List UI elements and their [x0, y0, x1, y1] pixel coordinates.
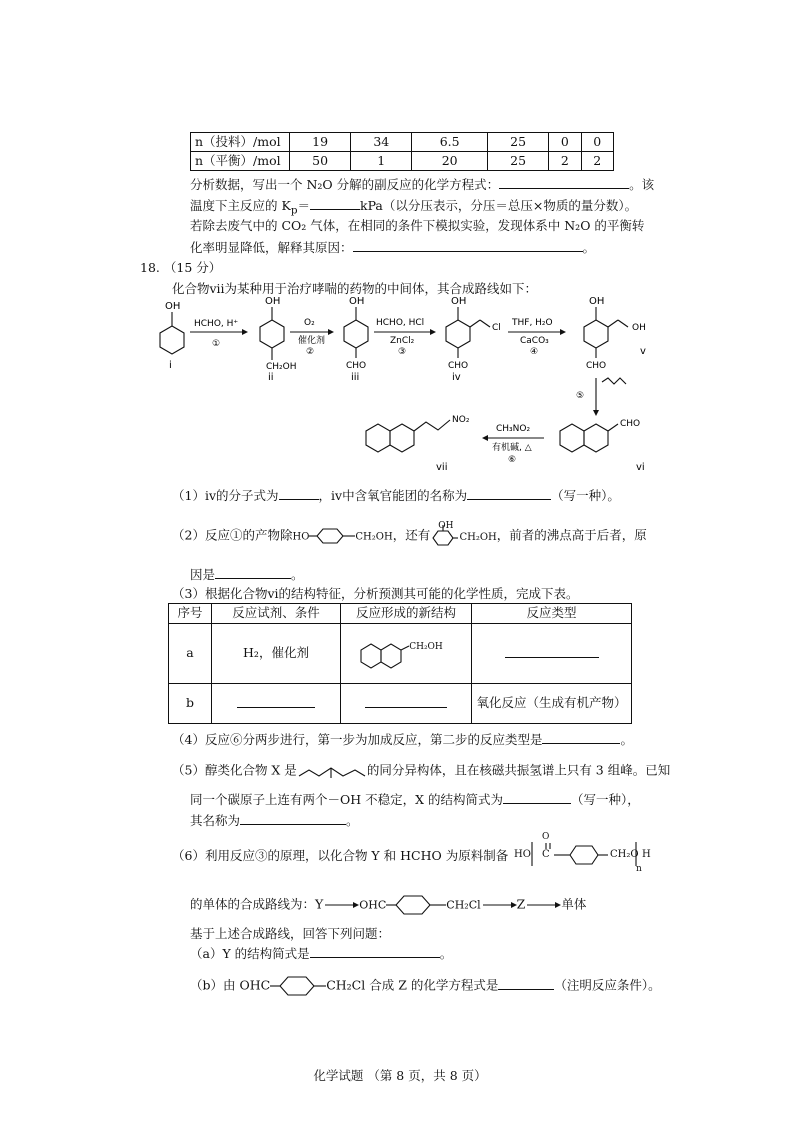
q17-text: 化率明显降低，解释其原因：: [190, 240, 353, 255]
condition-label: CaCO₃: [520, 336, 549, 346]
answer-cell: [472, 624, 632, 684]
compound-label: iv: [452, 372, 461, 383]
sub2-text: ，前者的沸点高于后者，原: [496, 527, 647, 543]
table-row: [169, 604, 632, 624]
answer-cell: [341, 684, 472, 724]
ch2oh-label: CH₂OH: [409, 642, 443, 652]
oh-label: OH: [165, 301, 181, 312]
table-row: [191, 152, 614, 171]
monomer-label: 单体: [561, 896, 587, 912]
reagent-label: THF, H₂O: [512, 318, 553, 328]
table-cell: 6.5: [412, 133, 488, 152]
compound-iv: [446, 296, 501, 383]
ho-label: HO: [514, 849, 531, 860]
sub6-text: （注明反应条件）。: [554, 977, 661, 993]
sub2-text: ，还有: [392, 527, 431, 543]
oh-label: OH: [265, 296, 281, 307]
compound-v: [584, 296, 646, 371]
compound-label: vi: [636, 462, 645, 473]
step-number: ④: [530, 347, 539, 357]
column-header: 反应形成的新结构: [341, 604, 472, 624]
sub2-line2: [190, 566, 304, 583]
column-header: 序号: [169, 604, 212, 624]
q17-line1: [190, 176, 654, 193]
reaction-arrow-3: [374, 318, 436, 357]
sub6-text: 基于上述合成路线，回答下列问题：: [190, 926, 391, 941]
answer-blank[interactable]: [505, 645, 599, 658]
ch2oh-label: CH₂OH: [459, 531, 497, 543]
q17-line3: 若除去废气中的 CO₂ 气体，在相同的条件下模拟实验，发现体系中 N₂O 的平衡转: [190, 218, 645, 233]
condition-label: ZnCl₂: [390, 336, 415, 346]
sub6-qa: [190, 945, 452, 962]
step-number: ②: [306, 347, 315, 357]
arrow-icon: [481, 900, 517, 910]
cho-label: CHO: [586, 361, 607, 371]
answer-blank[interactable]: [467, 487, 551, 500]
reaction-arrow-2: [290, 318, 334, 357]
row-number: a: [169, 624, 212, 684]
sub5-text: （写一种），: [571, 792, 640, 807]
oh-label: OH: [632, 323, 646, 333]
reaction-arrow-5: [576, 378, 626, 416]
z-label: Z: [516, 896, 526, 912]
row-label: n（平衡）/mol: [191, 152, 290, 171]
table-cell: 19: [290, 133, 351, 152]
table-row: [169, 624, 632, 684]
ho-label: HO: [292, 531, 310, 543]
table-cell: 25: [487, 152, 548, 171]
table-cell: 2: [581, 152, 613, 171]
sub6-text: CH₂Cl 合成 Z 的化学方程式是: [326, 977, 499, 993]
sub1-text: （写一种）。: [551, 488, 620, 503]
ch2oh-label: CH₂OH: [355, 531, 393, 543]
oh-label: OH: [349, 296, 365, 307]
cho-label: CHO: [346, 361, 367, 371]
answer-blank[interactable]: [499, 176, 629, 189]
answer-blank[interactable]: [215, 566, 291, 579]
reaction-arrow-6: [482, 424, 544, 465]
sub5-line3: [190, 812, 359, 829]
sub5-line2: [190, 791, 640, 808]
compound-label: vii: [436, 462, 448, 473]
reaction-table: [168, 603, 632, 724]
synthesis-scheme: [140, 292, 660, 492]
sub5-text: （5）醇类化合物 X 是: [172, 762, 297, 778]
table-cell: 34: [351, 133, 412, 152]
sub6-text: （6）利用反应③的原理，以化合物 Y 和 HCHO 为原料制备: [172, 848, 509, 863]
q17-text: 分析数据，写出一个 N₂O 分解的副反应的化学方程式：: [190, 177, 500, 192]
column-header: 反应类型: [472, 604, 632, 624]
sub5-line1: [172, 762, 670, 780]
sub4-text: （4）反应⑥分两步进行，第一步为加成反应，第二步的反应类型是: [172, 732, 543, 747]
table-row: [169, 684, 632, 724]
condition-label: 催化剂: [298, 336, 326, 346]
page-footer: 化学试题 （第 8 页，共 8 页）: [313, 1068, 487, 1083]
n-label: n: [636, 864, 642, 874]
h-label: H: [642, 849, 651, 860]
reagent-label: HCHO, H⁺: [194, 319, 239, 329]
reagent-label: CH₃NO₂: [496, 424, 531, 434]
sub6-qb: [190, 975, 661, 997]
feed-equilibrium-table: [190, 132, 614, 171]
arrow-icon: [525, 900, 561, 910]
table-cell: 25: [487, 133, 548, 152]
compound-iii: [344, 296, 368, 383]
table-cell: 1: [351, 152, 412, 171]
answer-blank[interactable]: [279, 487, 319, 500]
answer-blank[interactable]: [353, 239, 583, 252]
compound-i: [160, 301, 184, 371]
sub5-text: 的同分异构体，且在核磁共振氢谱上只有 3 组峰。已知: [366, 762, 671, 778]
compound-label: v: [640, 346, 646, 357]
question-score: （15 分）: [163, 260, 222, 275]
new-structure-cell: [341, 624, 472, 684]
benzene-ring-icon: [386, 894, 446, 916]
oh-label: OH: [451, 296, 467, 307]
answer-blank[interactable]: [542, 731, 620, 744]
sub5-text: 同一个碳原子上连有两个－OH 不稳定，X 的结构简式为: [190, 792, 503, 807]
sub2: [172, 520, 647, 547]
row-label: n（投料）/mol: [191, 133, 290, 152]
ch2cl-label: CH₂Cl: [446, 898, 481, 912]
q17-line2: [190, 197, 637, 218]
reaction-type-cell: 氧化反应（生成有机产物）: [472, 684, 632, 724]
condition-label: 有机碱, △: [492, 443, 532, 453]
answer-blank[interactable]: [310, 197, 360, 210]
answer-blank[interactable]: [503, 791, 571, 804]
sub6-text: （b）由 OHC: [190, 977, 271, 993]
step-number: ①: [212, 339, 221, 349]
reagent-cell: H₂，催化剂: [212, 624, 341, 684]
q17-text: ＝: [297, 198, 310, 213]
kp-subscript: p: [290, 204, 298, 217]
c-label: C: [542, 849, 550, 860]
q17-text: 温度下主反应的 K: [190, 198, 291, 213]
benzene-ring-icon: [309, 527, 355, 545]
ch2oh-label: CH₂OH: [266, 362, 297, 372]
step-number: ⑥: [508, 455, 517, 465]
compound-label: ii: [268, 372, 274, 383]
sub5-text: 其名称为: [190, 813, 241, 828]
o-label: O: [542, 832, 550, 842]
table-cell: 20: [412, 152, 488, 171]
answer-cell: [212, 684, 341, 724]
sub1: [172, 487, 620, 504]
compound-vi: [560, 419, 645, 473]
compound-ii: [260, 296, 297, 383]
question-number: 18.: [140, 260, 160, 275]
compound-vii: [366, 415, 470, 473]
step-number: ③: [398, 347, 407, 357]
answer-blank[interactable]: [240, 812, 346, 825]
q18-header: [140, 260, 221, 276]
arrow-icon: [323, 900, 359, 910]
compound-label: iii: [351, 372, 360, 383]
answer-blank[interactable]: [310, 945, 440, 958]
q17-line4: [190, 239, 595, 256]
row-number: b: [169, 684, 212, 724]
ohc-label: OHC: [359, 898, 387, 912]
sub6-text: 的单体的合成路线为：Y: [190, 896, 324, 912]
q18-intro: 化合物vii为某种用于治疗哮喘的药物的中间体，其合成路线如下：: [172, 281, 538, 296]
sub3-intro: （3）根据化合物vi的结构特征，分析预测其可能的化学性质，完成下表。: [172, 586, 579, 601]
sub2-text: （2）反应①的产物除: [172, 527, 293, 543]
sub2-text: 因是: [190, 567, 216, 582]
oh-label: OH: [589, 296, 605, 307]
reaction-arrow-4: [508, 318, 566, 357]
q17-text: 。: [582, 240, 596, 255]
sub4-text: 。: [620, 732, 633, 747]
oh-label: OH: [438, 520, 454, 531]
q17-text: kPa（以分压表示，分压＝总压×物质的量分数）。: [360, 198, 638, 213]
reagent-label: O₂: [304, 318, 315, 328]
sub6-text: （a）Y 的结构简式是: [190, 946, 310, 961]
acetal-ring-icon: [349, 636, 429, 672]
step-number: ⑤: [576, 391, 585, 401]
answer-blank[interactable]: [237, 695, 315, 708]
sub1-text: （1）iv的分子式为: [172, 488, 279, 503]
sub6-text: 。: [439, 946, 453, 961]
sub1-text: ，iv中含氧官能团的名称为: [318, 488, 468, 503]
cho-label: CHO: [448, 361, 469, 371]
dimethoxypropane-icon: [297, 762, 367, 780]
polymer-structure: [514, 832, 674, 880]
answer-blank[interactable]: [498, 977, 554, 990]
table-row: [191, 133, 614, 152]
benzene-ring-icon: [270, 975, 326, 997]
ch2o-label: CH₂O: [610, 849, 639, 860]
cl-label: Cl: [492, 323, 501, 333]
cho-label: CHO: [620, 419, 641, 429]
table-cell: 2: [549, 152, 581, 171]
reagent-label: HCHO, HCl: [376, 318, 425, 328]
table-cell: 50: [290, 152, 351, 171]
sub6-route: [190, 894, 586, 916]
q17-text: 。该: [629, 177, 655, 192]
column-header: 反应试剂、条件: [212, 604, 341, 624]
compound-label: i: [169, 360, 172, 371]
no2-label: NO₂: [452, 415, 470, 425]
sub2-text: 。: [291, 567, 304, 582]
sub6-line1: [172, 848, 508, 864]
reaction-arrow-1: [190, 319, 248, 349]
sub4: [172, 731, 633, 748]
table-cell: 0: [581, 133, 613, 152]
table-cell: 0: [549, 133, 581, 152]
sub5-text: 。: [346, 813, 359, 828]
answer-blank[interactable]: [365, 695, 447, 708]
